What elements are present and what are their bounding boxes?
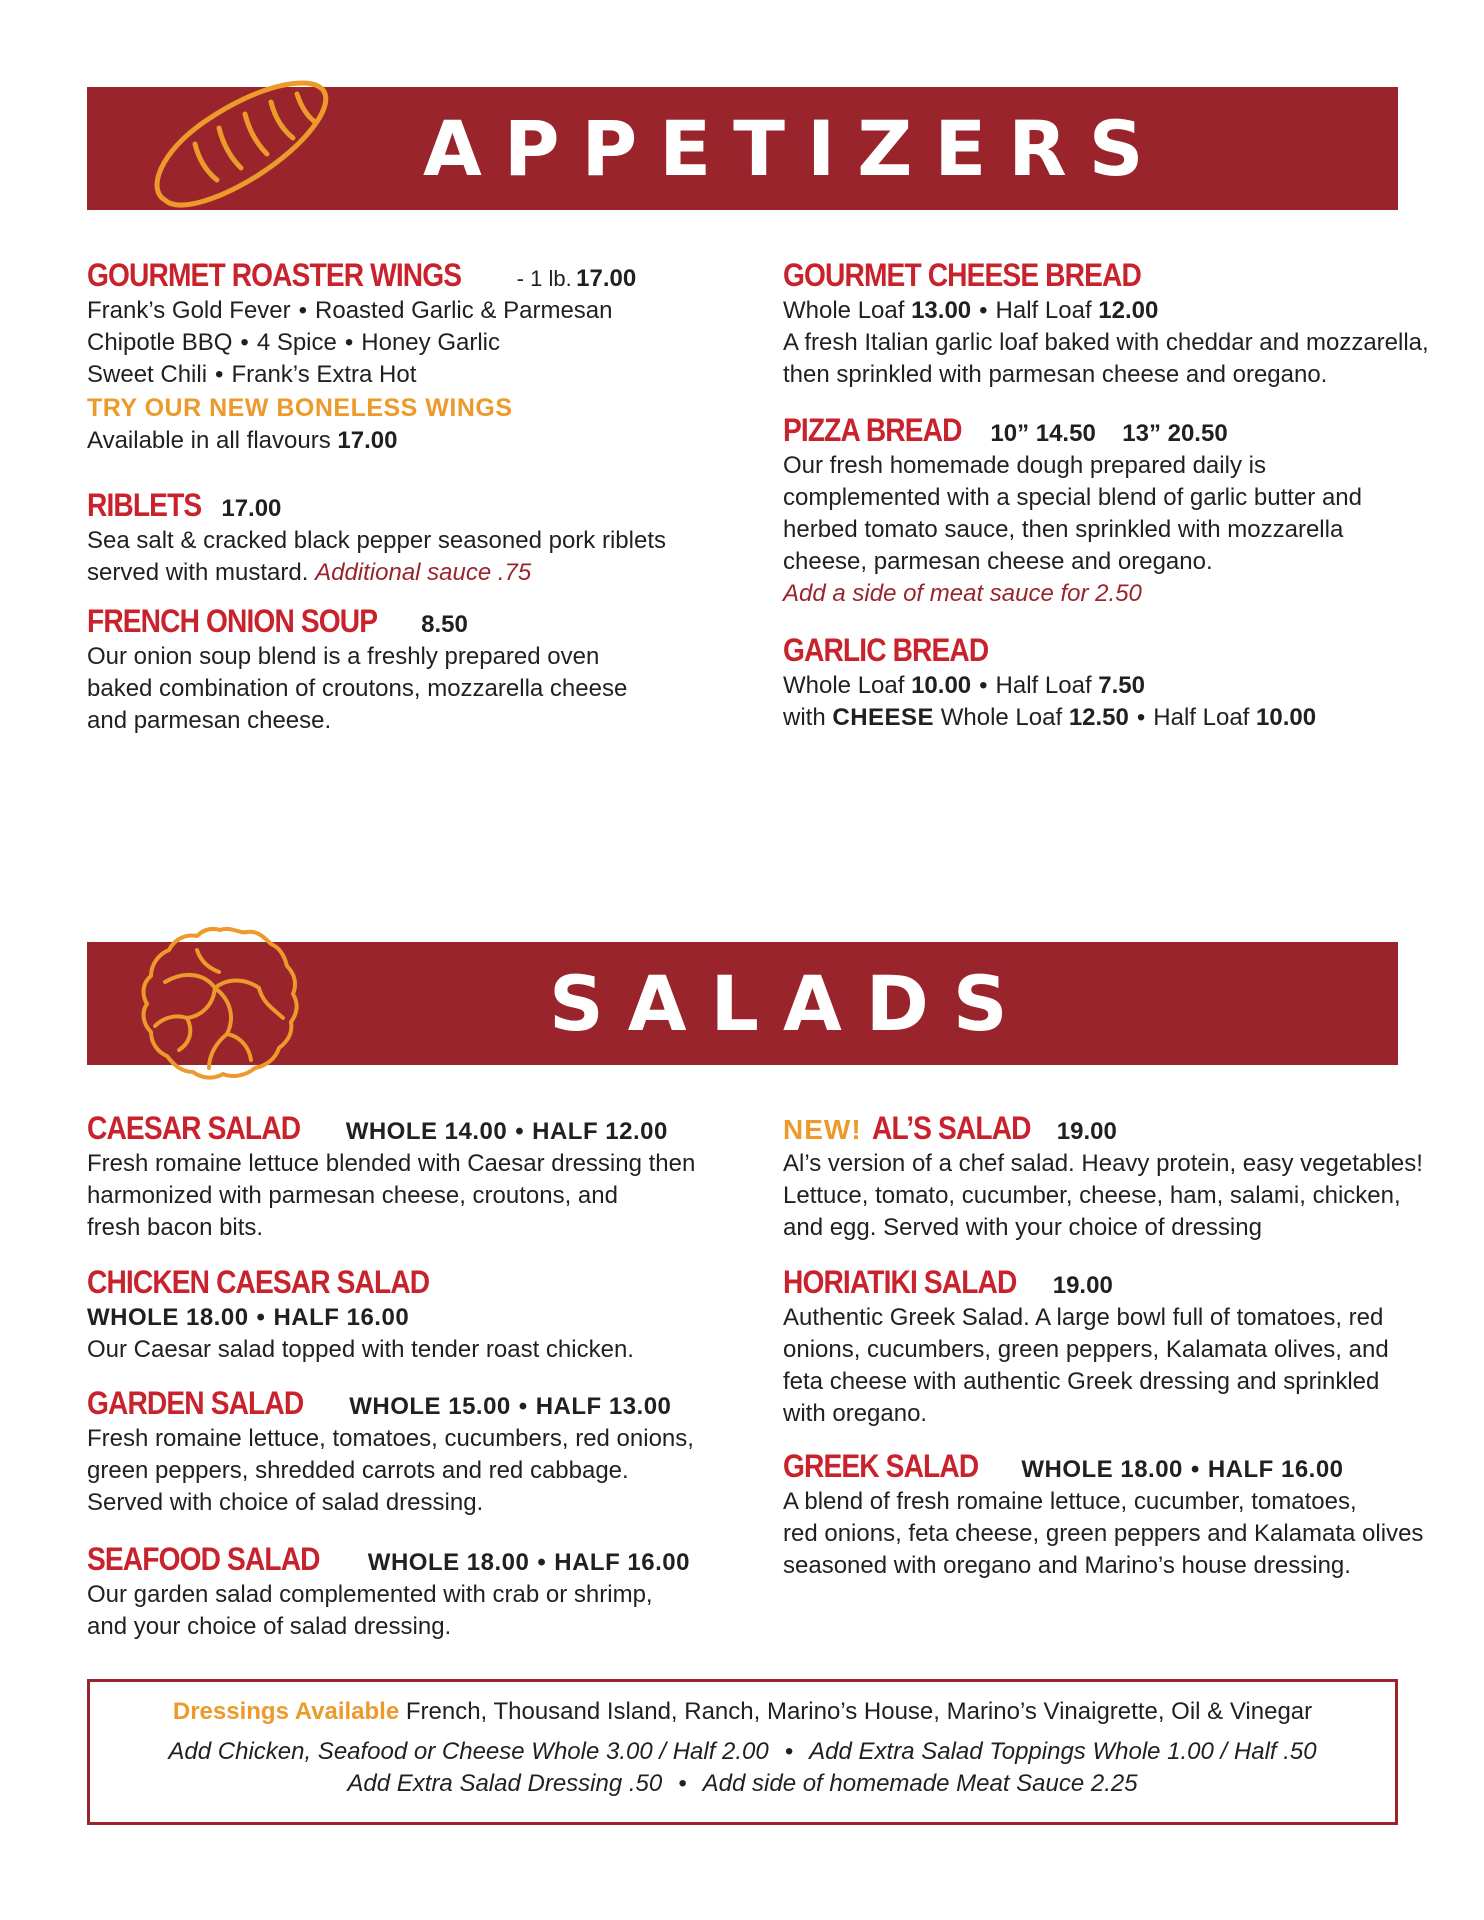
greek-salad-desc-3: seasoned with oregano and Marino’s house dressing.	[783, 1552, 1351, 1579]
boneless-wings-price: 17.00	[337, 427, 398, 454]
dressings-available-line	[90, 1696, 1395, 1728]
chicken-caesar-name: CHICKEN CAESAR SALAD	[87, 1264, 430, 1300]
horiatiki-salad-desc-1: Authentic Greek Salad. A large bowl full of tomatoes, red	[783, 1304, 1384, 1331]
wings-item	[87, 255, 707, 457]
caesar-salad-name: CAESAR SALAD	[87, 1110, 301, 1146]
boneless-wings-title: TRY OUR NEW BONELESS WINGS	[87, 394, 513, 422]
chicken-caesar-half: HALF 16.00	[273, 1304, 410, 1331]
pizza-bread-desc-3: herbed tomato sauce, then sprinkled with mozzarella	[783, 516, 1344, 543]
riblets-desc-1: Sea salt & cracked black pepper seasoned pork riblets	[87, 527, 666, 554]
horiatiki-salad-desc-3: feta cheese with authentic Greek dressing and sprinkled	[783, 1368, 1380, 1395]
garlic-bread-item	[783, 630, 1403, 734]
garden-salad-item: GARDEN SALAD WHOLE 15.00 • HALF 13.00 Fresh romaine lettuce, tomatoes, cucumbers, red onions, green peppers, shredded carrots and red cabbage. Served with choice of salad dressing.	[87, 1383, 707, 1519]
pizza-bread-desc-1: Our fresh homemade dough prepared daily is	[783, 452, 1266, 479]
greek-salad-desc-1: A blend of fresh romaine lettuce, cucumber, tomatoes,	[783, 1488, 1357, 1515]
cheese-bread-desc-2: then sprinkled with parmesan cheese and oregano.	[783, 361, 1328, 388]
appetizers-banner	[87, 87, 1398, 210]
seafood-salad-desc-2: and your choice of salad dressing.	[87, 1613, 452, 1640]
wings-price: 17.00	[576, 265, 637, 292]
wings-flavours-line-3: Sweet Chili • Frank’s Extra Hot	[87, 361, 417, 388]
dressings-list: French, Thousand Island, Ranch, Marino’s House, Marino’s Vinaigrette, Oil & Vinegar	[405, 1698, 1313, 1725]
riblets-item	[87, 485, 707, 589]
seafood-salad-half: HALF 16.00	[554, 1549, 690, 1576]
salads-title: SALADS	[549, 959, 1032, 1048]
wings-name: GOURMET ROASTER WINGS	[87, 257, 462, 293]
seafood-salad-name: SEAFOOD SALAD	[87, 1541, 320, 1577]
wings-flavours-line-2: Chipotle BBQ • 4 Spice • Honey Garlic	[87, 329, 500, 356]
greek-salad-desc-2: red onions, feta cheese, green peppers and Kalamata olives	[783, 1520, 1424, 1547]
dressings-label: Dressings Available	[172, 1698, 400, 1725]
seafood-salad-whole: WHOLE 18.00	[367, 1549, 530, 1576]
als-salad-desc-2: Lettuce, tomato, cucumber, cheese, ham, salami, chicken,	[783, 1182, 1401, 1209]
wings-flavours-line-1: Frank’s Gold Fever • Roasted Garlic & Parmesan	[87, 297, 613, 324]
dressings-box	[87, 1679, 1398, 1825]
caesar-salad-item: CAESAR SALAD WHOLE 14.00 • HALF 12.00 Fresh romaine lettuce blended with Caesar dressing then harmonized with parmesan cheese, croutons, and fresh bacon bits.	[87, 1108, 707, 1244]
cheese-bread-prices: Whole Loaf 13.00 • Half Loaf 12.00	[783, 297, 1159, 324]
caesar-salad-desc-2: harmonized with parmesan cheese, croutons, and	[87, 1182, 618, 1209]
greek-salad-name: GREEK SALAD	[783, 1448, 979, 1484]
soup-desc-3: and parmesan cheese.	[87, 707, 332, 734]
horiatiki-salad-item	[783, 1262, 1403, 1430]
wings-size: - 1 lb.	[516, 266, 572, 291]
greek-salad-whole: WHOLE 18.00	[1021, 1456, 1183, 1483]
cheese-bread-item	[783, 255, 1429, 391]
caesar-salad-desc-1: Fresh romaine lettuce blended with Caesar dressing then	[87, 1150, 696, 1177]
caesar-salad-whole: WHOLE 14.00	[345, 1118, 508, 1145]
riblets-desc-2: served with mustard. Additional sauce .75	[87, 559, 532, 586]
als-salad-desc-1: Al’s version of a chef salad. Heavy protein, easy vegetables!	[783, 1150, 1423, 1177]
garden-salad-half: HALF 13.00	[535, 1393, 672, 1420]
soup-name: FRENCH ONION SOUP	[87, 603, 378, 639]
horiatiki-salad-price: 19.00	[1052, 1272, 1113, 1299]
garlic-bread-cheese-prices: with CHEESE Whole Loaf 12.50 • Half Loaf 10.00	[783, 704, 1317, 731]
horiatiki-salad-desc-4: with oregano.	[783, 1400, 928, 1427]
salads-banner	[87, 942, 1398, 1065]
als-salad-item	[783, 1108, 1423, 1244]
cheese-bread-name: GOURMET CHEESE BREAD	[783, 257, 1141, 293]
horiatiki-salad-desc-2: onions, cucumbers, green peppers, Kalamata olives, and	[783, 1336, 1389, 1363]
garden-salad-name: GARDEN SALAD	[87, 1385, 304, 1421]
pizza-bread-size-2: 13” 20.50	[1122, 420, 1228, 447]
caesar-salad-desc-3: fresh bacon bits.	[87, 1214, 264, 1241]
riblets-name: RIBLETS	[87, 487, 202, 523]
chicken-caesar-desc-1: Our Caesar salad topped with tender roast chicken.	[87, 1336, 634, 1363]
soup-desc-2: baked combination of croutons, mozzarella cheese	[87, 675, 628, 702]
pizza-bread-name: PIZZA BREAD	[783, 412, 962, 448]
cheese-bread-desc-1: A fresh Italian garlic loaf baked with cheddar and mozzarella,	[783, 329, 1429, 356]
seafood-salad-item: SEAFOOD SALAD WHOLE 18.00 • HALF 16.00 Our garden salad complemented with crab or shrimp, and your choice of salad dressing.	[87, 1539, 707, 1643]
soup-price: 8.50	[421, 611, 468, 638]
pizza-bread-desc-2: complemented with a special blend of garlic butter and	[783, 484, 1362, 511]
garlic-bread-prices: Whole Loaf 10.00 • Half Loaf 7.50	[783, 672, 1145, 699]
pizza-bread-extra: Add a side of meat sauce for 2.50	[783, 580, 1142, 607]
garden-salad-desc-3: Served with choice of salad dressing.	[87, 1489, 484, 1516]
pizza-bread-item	[783, 410, 1403, 610]
greek-salad-half: HALF 16.00	[1207, 1456, 1344, 1483]
appetizers-title: APPETIZERS	[423, 104, 1166, 193]
soup-item	[87, 601, 707, 737]
lettuce-icon	[135, 922, 305, 1087]
chicken-caesar-whole: WHOLE 18.00	[87, 1304, 249, 1331]
als-salad-price: 19.00	[1056, 1118, 1117, 1145]
als-salad-desc-3: and egg. Served with your choice of dressing	[783, 1214, 1262, 1241]
horiatiki-salad-name: HORIATIKI SALAD	[783, 1264, 1017, 1300]
bread-icon	[137, 72, 337, 222]
dressings-addons-line-2: Add Extra Salad Dressing .50 • Add side of homemade Meat Sauce 2.25	[347, 1770, 1138, 1797]
als-salad-name: AL’S SALAD	[872, 1110, 1031, 1146]
garden-salad-whole: WHOLE 15.00	[349, 1393, 511, 1420]
soup-desc-1: Our onion soup blend is a freshly prepared oven	[87, 643, 600, 670]
riblets-extra: Additional sauce .75	[315, 559, 532, 586]
boneless-wings-line: Available in all flavours 17.00	[87, 427, 398, 454]
chicken-caesar-item: CHICKEN CAESAR SALAD WHOLE 18.00 • HALF 16.00 Our Caesar salad topped with tender roast chicken.	[87, 1262, 707, 1366]
greek-salad-item: GREEK SALAD WHOLE 18.00 • HALF 16.00 A blend of fresh romaine lettuce, cucumber, tomatoes, red onions, feta cheese, green peppers and Kalamata olives seasoned with oregano and Marino’s house dressing.	[783, 1446, 1403, 1582]
garden-salad-desc-1: Fresh romaine lettuce, tomatoes, cucumbers, red onions,	[87, 1425, 694, 1452]
riblets-price: 17.00	[221, 495, 282, 522]
garlic-bread-name: GARLIC BREAD	[783, 632, 989, 668]
als-salad-new-badge: NEW!	[783, 1114, 862, 1145]
pizza-bread-size-1: 10” 14.50	[990, 420, 1096, 447]
seafood-salad-desc-1: Our garden salad complemented with crab or shrimp,	[87, 1581, 653, 1608]
dressings-addons-line-1: Add Chicken, Seafood or Cheese Whole 3.00 / Half 2.00 • Add Extra Salad Toppings Whole 1.00 / Half .50	[168, 1738, 1317, 1765]
garden-salad-desc-2: green peppers, shredded carrots and red cabbage.	[87, 1457, 629, 1484]
pizza-bread-desc-4: cheese, parmesan cheese and oregano.	[783, 548, 1213, 575]
caesar-salad-half: HALF 12.00	[532, 1118, 668, 1145]
